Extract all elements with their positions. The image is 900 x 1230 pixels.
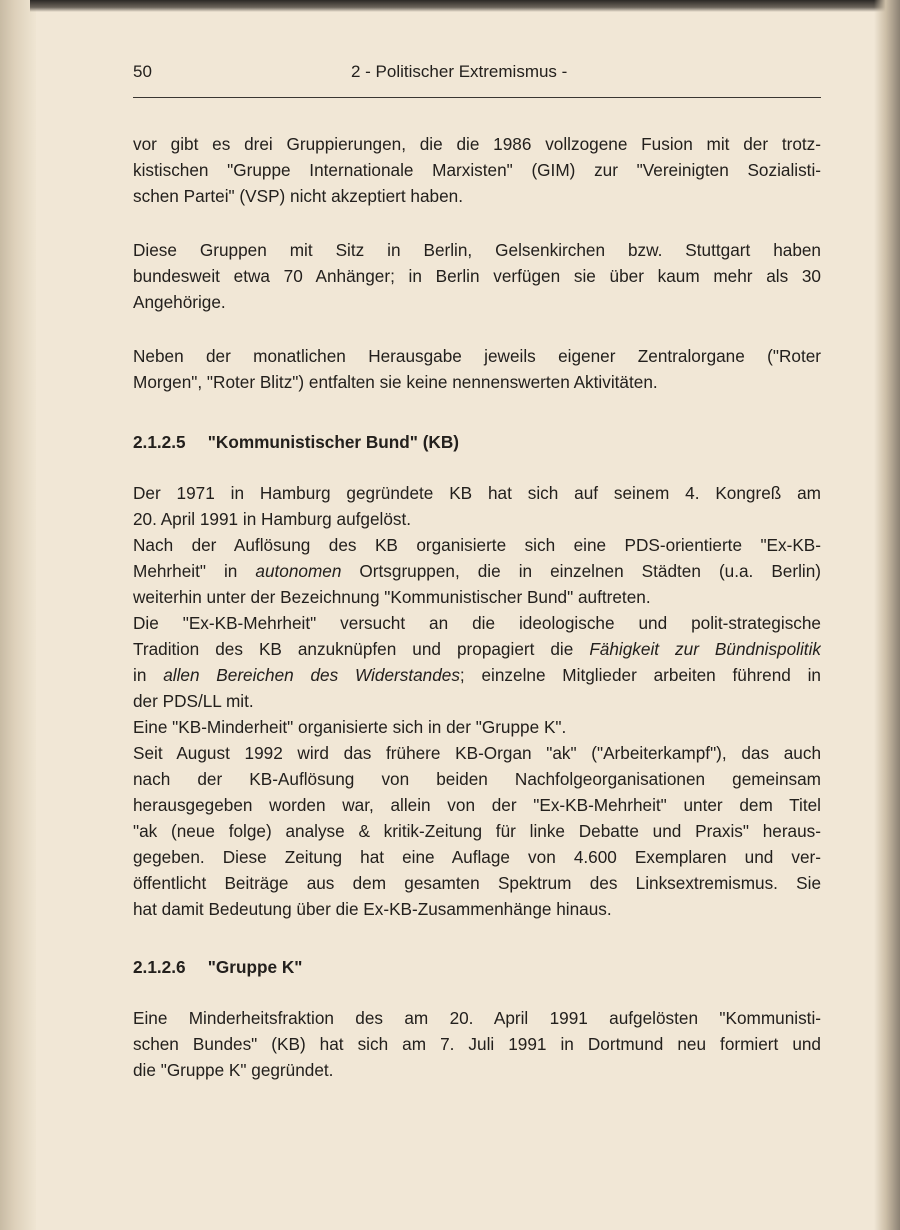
page-right-edge (874, 0, 900, 1230)
text-line: "ak (neue folge) analyse & kritik-Zeitung für linke Debatte und Praxis" heraus- (133, 821, 821, 841)
text-line: bundesweit etwa 70 Anhänger; in Berlin verfügen sie über kaum mehr als 30 (133, 266, 821, 286)
text-line: schen Bundes" (KB) hat sich am 7. Juli 1991 in Dortmund neu formiert und (133, 1034, 821, 1054)
header-rule (133, 97, 821, 98)
header-title: 2 - Politischer Extremismus - (351, 62, 568, 81)
text-line: Neben der monatlichen Herausgabe jeweils eigener Zentralorgane ("Roter (133, 346, 821, 366)
text-line-mixed (133, 636, 821, 662)
text-line: Angehörige. (133, 292, 226, 312)
text-line: Eine "KB-Minderheit" organisierte sich in der "Gruppe K". (133, 717, 567, 737)
text-line: Die "Ex-KB-Mehrheit" versucht an die ideologische und polit-strategische (133, 613, 821, 633)
text-run: Tradition des KB anzuknüpfen und propagiert die (133, 639, 574, 659)
paragraph-groups (133, 237, 821, 315)
text-line: Der 1971 in Hamburg gegründete KB hat sich auf seinem 4. Kongreß am (133, 483, 821, 503)
section-number: 2.1.2.5 (133, 432, 186, 452)
section-title: "Gruppe K" (207, 957, 303, 977)
text-line: der PDS/LL mit. (133, 691, 254, 711)
text-run: Mehrheit" in (133, 561, 238, 581)
text-line: herausgegeben worden war, allein von der "Ex-KB-Mehrheit" unter dem Titel (133, 795, 821, 815)
text-line: hat damit Bedeutung über die Ex-KB-Zusammenhänge hinaus. (133, 899, 612, 919)
text-line: Seit August 1992 wird das frühere KB-Organ "ak" ("Arbeiterkampf"), das auch (133, 743, 821, 763)
section-heading-gruppe-k (133, 957, 302, 978)
section-title: "Kommunistischer Bund" (KB) (207, 432, 459, 452)
paragraph-publications (133, 343, 821, 395)
text-line: Diese Gruppen mit Sitz in Berlin, Gelsenkirchen bzw. Stuttgart haben (133, 240, 821, 260)
page-number: 50 (133, 62, 152, 81)
text-line: vor gibt es drei Gruppierungen, die die 1986 vollzogene Fusion mit der trotz- (133, 134, 821, 154)
text-line: nach der KB-Auflösung von beiden Nachfolgeorganisationen gemeinsam (133, 769, 821, 789)
page-top-shadow (30, 0, 890, 12)
italic-run: allen Bereichen des Widerstandes (163, 665, 460, 685)
text-line: öffentlicht Beiträge aus dem gesamten Spektrum des Linksextremismus. Sie (133, 873, 821, 893)
italic-run: autonomen (255, 561, 342, 581)
text-line-mixed (133, 558, 821, 584)
text-line: Nach der Auflösung des KB organisierte sich eine PDS-orientierte "Ex-KB- (133, 535, 821, 555)
text-line: Morgen", "Roter Blitz") entfalten sie keine nennenswerten Aktivitäten. (133, 372, 658, 392)
section-heading-kb (133, 432, 459, 453)
text-line: die "Gruppe K" gegründet. (133, 1060, 334, 1080)
text-line: Eine Minderheitsfraktion des am 20. April 1991 aufgelösten "Kommunisti- (133, 1008, 821, 1028)
page-binding-shadow (0, 0, 36, 1230)
text-line: kistischen "Gruppe Internationale Marxisten" (GIM) zur "Vereinigten Sozialisti- (133, 160, 821, 180)
text-line: 20. April 1991 in Hamburg aufgelöst. (133, 509, 412, 529)
text-line: weiterhin unter der Bezeichnung "Kommunistischer Bund" auftreten. (133, 587, 651, 607)
paragraph-intro (133, 131, 821, 209)
running-header (133, 62, 821, 90)
section-number: 2.1.2.6 (133, 957, 186, 977)
text-line: gegeben. Diese Zeitung hat eine Auflage von 4.600 Exemplaren und ver- (133, 847, 821, 867)
section-body-gruppe-k (133, 1005, 821, 1083)
italic-run: Fähigkeit zur Bündnispolitik (589, 639, 821, 659)
text-run: in (133, 665, 147, 685)
text-line-mixed (133, 662, 821, 688)
section-body-kb (133, 480, 821, 922)
text-line: schen Partei" (VSP) nicht akzeptiert haben. (133, 186, 463, 206)
text-run: Ortsgruppen, die in einzelnen Städten (u.a. Berlin) (359, 561, 821, 581)
text-run: ; einzelne Mitglieder arbeiten führend in (459, 665, 821, 685)
